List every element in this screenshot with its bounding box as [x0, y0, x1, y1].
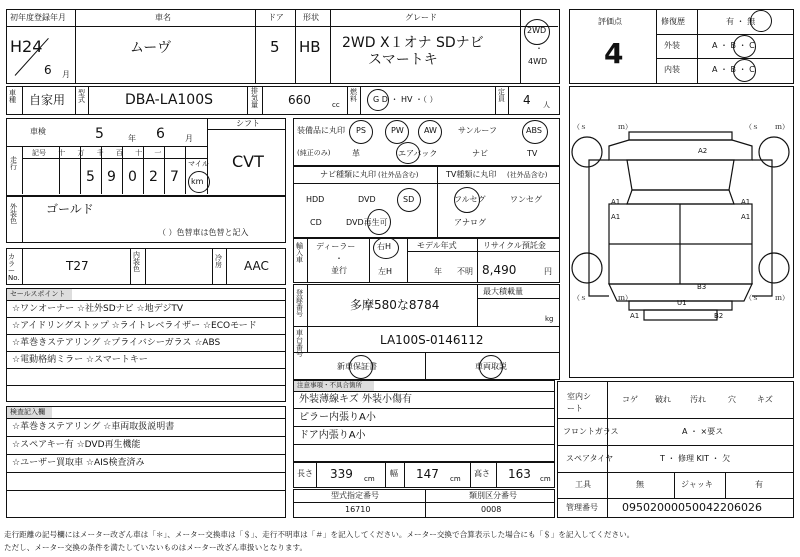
divider: [477, 298, 560, 299]
divider: [385, 462, 386, 488]
divider: [307, 284, 308, 352]
s-mark: （ｓ: [745, 294, 759, 302]
equip-aw: AW: [424, 126, 437, 135]
sheet-option: キズ: [757, 395, 773, 404]
inspector-label: 検査記入欄: [10, 408, 45, 416]
circle-mark: [750, 10, 772, 32]
divider: [316, 462, 317, 488]
equip-ps: PS: [356, 126, 366, 135]
model-year-unit: 年: [434, 267, 442, 276]
recycle-label: リサイクル預託金: [483, 241, 546, 250]
divider: [307, 238, 308, 283]
recycle-value: 8,490: [482, 263, 517, 277]
jack-value: 有: [755, 480, 763, 489]
divider: [674, 472, 675, 498]
divider: [22, 158, 207, 159]
navi-dvd: DVD: [358, 195, 376, 204]
divider: [88, 86, 89, 115]
mileage-digit: 2: [149, 169, 158, 185]
equip-pw: PW: [391, 126, 404, 135]
divider: [557, 498, 794, 499]
width-value: 147: [416, 467, 439, 481]
drive-dot: ・: [535, 44, 543, 53]
s-mark: ｍ）: [775, 294, 789, 302]
divider: [404, 462, 405, 488]
height-unit: cm: [540, 475, 551, 483]
shape-value: HB: [299, 38, 321, 56]
damage-label: A1: [611, 198, 621, 206]
divider: [557, 418, 794, 419]
divider: [164, 146, 165, 194]
damage-label: A1: [611, 213, 621, 221]
circle-mark: [367, 89, 389, 111]
max-load-label: 最大積載量: [483, 287, 523, 296]
divider: [407, 238, 408, 283]
divider: [697, 9, 698, 84]
sheet-option: 破れ: [655, 395, 671, 404]
glass-label: フロントガラス: [563, 427, 619, 436]
divider: [293, 391, 555, 392]
divider: [207, 118, 208, 146]
divider: [407, 251, 560, 252]
divider: [656, 34, 793, 35]
circle-mark: [522, 120, 548, 144]
divider: [293, 352, 560, 353]
mileage-digit: 0: [128, 169, 137, 185]
divider: [725, 472, 726, 498]
damage-label: A1: [741, 213, 751, 221]
divider: [6, 454, 286, 455]
sales-line: ☆革巻きステアリング ☆プライバシーガラス ☆ABS: [12, 338, 221, 348]
color-label: 外装色: [10, 203, 17, 225]
divider: [656, 9, 657, 84]
width-unit: cm: [450, 475, 461, 483]
car-name: ムーヴ: [130, 40, 172, 56]
year-value: H24: [10, 37, 43, 56]
divider: [369, 238, 370, 283]
divider: [520, 9, 521, 84]
divider: [295, 9, 296, 84]
row2-box: [6, 86, 560, 115]
divider: [6, 300, 286, 301]
tv-fullseg: フルセグ: [454, 195, 486, 204]
mileage-digit: 9: [107, 169, 116, 185]
model-label: 型式: [78, 89, 85, 104]
chassis-value: LA100S-0146112: [380, 333, 484, 347]
divider: [22, 248, 23, 285]
spare-label: スペアタイヤ: [566, 454, 614, 463]
spare-options: T ・ 修理 KIT ・ 欠: [660, 454, 731, 463]
interior-label: 内装: [664, 65, 680, 74]
circle-mark: [367, 209, 391, 235]
capacity-label: 定員: [498, 88, 505, 103]
repair-options: 有 ・ 無: [726, 17, 756, 26]
divider: [6, 317, 286, 318]
equipment-sub: (純正のみ): [297, 149, 331, 157]
color-code-label: カラーNo.: [8, 253, 20, 282]
designation-value: 16710: [345, 505, 371, 514]
sales-line: ☆ワンオーナー ☆社外SDナビ ☆地デジTV: [12, 304, 184, 314]
inspector-line: ☆ユーザー買取車 ☆AIS検査済み: [12, 458, 145, 468]
model-year-label: モデル年式: [417, 241, 457, 250]
navi-hdd: HDD: [306, 195, 325, 204]
divider: [6, 490, 286, 491]
inspection-month-unit: 月: [185, 134, 193, 143]
cc-unit: cc: [332, 101, 340, 109]
divider: [6, 385, 286, 386]
divider: [293, 326, 560, 327]
circle-mark: [733, 59, 756, 82]
divider: [477, 238, 478, 283]
month-value: 6: [44, 63, 52, 77]
color-note: （ ）色替車は色替と記入: [158, 228, 249, 237]
circle-mark: [385, 120, 409, 144]
circle-mark: [349, 120, 373, 144]
navi-sd: SD: [403, 195, 415, 204]
import-dot: ・: [335, 254, 343, 263]
tools-label: 工具: [575, 480, 591, 489]
divider: [22, 146, 23, 194]
jack-label: ジャッキ: [681, 480, 713, 489]
divider: [437, 166, 438, 238]
divider: [22, 196, 23, 243]
grade-label: グレード: [405, 13, 437, 22]
sales-label: セールスポイント: [10, 290, 66, 298]
year-label: 初年度登録年月: [10, 13, 66, 22]
divider: [6, 146, 208, 147]
exterior-options: A ・ B ・ C: [712, 41, 755, 50]
shape-label: 形状: [303, 13, 319, 22]
divider: [347, 86, 348, 115]
fuel-label: 燃料: [350, 88, 357, 103]
divider: [6, 418, 286, 419]
aircon-value: AAC: [244, 259, 269, 273]
damage-label: U1: [677, 299, 687, 307]
displacement-label: 排気量: [251, 87, 258, 109]
divider: [130, 248, 131, 285]
divider: [477, 284, 478, 326]
divider: [22, 86, 23, 115]
control-value: 0950200005004220​6026: [622, 501, 762, 514]
warranty-label: 新車保証書: [337, 362, 377, 371]
sheet-option: 汚れ: [690, 395, 706, 404]
mileage-digit: 7: [170, 169, 179, 185]
tv-sub: (社外品含む): [507, 171, 548, 179]
divider: [262, 86, 263, 115]
import-parallel: 並行: [331, 266, 347, 275]
import-dealer: ディーラー: [316, 242, 356, 251]
drive-4wd: 4WD: [528, 57, 548, 66]
color-value: ゴールド: [46, 202, 94, 216]
divider: [207, 129, 285, 130]
tv-analog: アナログ: [454, 218, 486, 227]
recycle-unit: 円: [544, 267, 552, 276]
displacement-value: 660: [288, 93, 311, 107]
notes-line: ドア内張りA小: [299, 430, 366, 441]
mileage-unit-mile: マイル: [188, 160, 209, 168]
divider: [293, 502, 555, 503]
circle-mark: [454, 187, 480, 213]
divider: [425, 489, 426, 518]
circle-mark: [733, 35, 756, 58]
shift-value: CVT: [232, 152, 264, 171]
divider: [293, 183, 560, 184]
navi-dvd-play: DVD再生可: [346, 218, 388, 227]
inspection-year: 5: [95, 126, 104, 142]
equip-abs: ABS: [526, 126, 542, 135]
interior-sheet-label: 室内シート: [567, 392, 591, 413]
divider: [656, 58, 793, 59]
divider: [6, 334, 286, 335]
color-code-value: T27: [66, 259, 89, 273]
s-mark: ｍ）: [618, 123, 632, 131]
s-mark: ｍ）: [775, 123, 789, 131]
divider: [226, 248, 227, 285]
grade-line2: スマートキ: [368, 52, 438, 68]
inspector-line: ☆スペアキー有 ☆DVD再生機能: [12, 440, 141, 450]
divider: [6, 436, 286, 437]
footer-line1: 走行距離の記号欄にはメーター改ざん車は「＊」、メーター交換車は「＄」、走行不明車は「＃」を記入してください。メーター交換で合算表示した場合にも「＄」を記入してください。: [4, 530, 635, 539]
divider: [557, 445, 794, 446]
equip-leather: 革: [352, 149, 360, 158]
divider: [185, 146, 186, 194]
s-mark: （ｓ: [573, 294, 587, 302]
divider: [557, 472, 794, 473]
damage-label: B2: [714, 312, 724, 320]
circle-mark: [418, 120, 442, 144]
manual-label: 車両取説: [475, 362, 507, 371]
door-value: 5: [270, 38, 280, 56]
equip-navi: ナビ: [472, 149, 488, 158]
handle-left: 左H: [378, 267, 393, 276]
tools-value: 無: [636, 480, 644, 489]
interior-color-label: 内装色: [133, 251, 140, 273]
tv-oneseg: ワンセグ: [510, 195, 542, 204]
height-label: 高さ: [474, 469, 490, 478]
class-label: 類別区分番号: [469, 491, 517, 500]
model-year-unknown: 不明: [457, 267, 473, 276]
divider: [330, 9, 331, 84]
divider: [293, 426, 555, 427]
length-value: 339: [330, 467, 353, 481]
divider: [75, 9, 76, 84]
shift-label: シフト: [236, 119, 260, 128]
drive-2wd: 2WD: [527, 26, 547, 35]
mileage-header: 記号 十 万 千 百 十 一: [32, 149, 162, 157]
divider: [360, 86, 361, 115]
door-label: ドア: [268, 13, 284, 22]
model-value: DBA-LA100S: [125, 92, 214, 108]
footer-line2: ただし、メーター交換の条件を満たしていないものはメーター改ざん車扱いとなります。: [4, 543, 308, 552]
divider: [293, 444, 555, 445]
length-unit: cm: [364, 475, 375, 483]
repair-label: 修復歴: [661, 17, 685, 26]
sales-line: ☆アイドリングストップ ☆ライトレベライザー ☆ECOモード: [12, 321, 257, 331]
interior-options: A ・ B ・ C: [712, 65, 755, 74]
equip-tv: TV: [527, 149, 538, 158]
inspection-month: 6: [156, 126, 165, 142]
circle-mark: [373, 237, 399, 259]
divider: [255, 9, 256, 84]
glass-options: A ・ ×要ス: [682, 427, 724, 436]
divider: [6, 472, 286, 473]
class-value: 0008: [481, 505, 502, 514]
divider: [6, 351, 286, 352]
sales-line: ☆電動格納ミラー ☆スマートキー: [12, 355, 148, 365]
navi-sub: (社外品含む): [378, 171, 419, 179]
width-label: 幅: [390, 469, 398, 478]
grade-line1: 2WD X１オナ SDナビ: [342, 35, 484, 51]
month-unit: 月: [62, 70, 70, 79]
circle-mark: [188, 171, 210, 193]
divider: [508, 86, 509, 115]
chassis-label: 車台番号: [296, 329, 303, 358]
registration-value: 多摩580な8784: [350, 298, 440, 312]
divider: [293, 408, 555, 409]
s-mark: （ｓ: [745, 123, 759, 131]
length-label: 長さ: [297, 469, 313, 478]
control-label: 管理番号: [566, 503, 598, 512]
notes-line: 外装薄線キズ 外装小傷有: [299, 394, 412, 405]
circle-mark: [349, 355, 373, 379]
divider: [6, 26, 558, 27]
navi-cd: CD: [310, 218, 322, 227]
notes-label: 注意事項・不具合箇所: [297, 381, 362, 389]
inspector-line: ☆革巻きステアリング ☆車両取扱説明書: [12, 422, 175, 432]
name-label: 車名: [155, 13, 171, 22]
mileage-digit: 5: [86, 169, 95, 185]
inspection-label: 車検: [30, 127, 46, 136]
sheet-option: 穴: [728, 395, 736, 404]
designation-label: 型式指定番号: [331, 491, 379, 500]
circle-mark: [524, 19, 550, 45]
damage-label: A1: [741, 198, 751, 206]
divider: [425, 352, 426, 380]
registration-label: 登録番号: [296, 289, 303, 318]
equip-sunroof: サンルーフ: [458, 126, 497, 135]
navi-label: ナビ種類に丸印: [320, 170, 376, 179]
score-label: 評価点: [598, 17, 622, 26]
aircon-label: 冷房: [215, 254, 222, 269]
max-load-unit: kg: [545, 315, 554, 323]
inspection-year-unit: 年: [128, 134, 136, 143]
s-mark: ｍ）: [618, 294, 632, 302]
capacity-unit: 人: [543, 101, 550, 109]
circle-mark: [397, 188, 421, 212]
sheet-option: コゲ: [622, 395, 638, 404]
usage-value: 自家用: [29, 93, 66, 107]
circle-mark: [479, 355, 503, 379]
import-label: 輸入車: [296, 242, 303, 264]
equipment-label: 装備品に丸印: [297, 126, 345, 135]
circle-mark: [396, 142, 420, 164]
divider: [145, 248, 146, 285]
divider: [470, 462, 471, 488]
damage-label: A1: [630, 312, 640, 320]
tv-label: TV種類に丸印: [446, 170, 497, 179]
mileage-unit-km: km: [191, 177, 204, 186]
damage-label: B3: [697, 283, 707, 291]
damage-label: A2: [698, 147, 708, 155]
exterior-label: 外装: [664, 41, 680, 50]
height-value: 163: [508, 467, 531, 481]
capacity-value: 4: [523, 93, 531, 107]
fuel-options: G D ・ HV ・（ ）: [373, 95, 438, 104]
handle-right: 右H: [377, 242, 392, 251]
divider: [75, 86, 76, 115]
divider: [495, 86, 496, 115]
divider: [496, 462, 497, 488]
notes-line: ピラー内張りA小: [299, 412, 376, 423]
divider: [247, 86, 248, 115]
divider: [212, 248, 213, 285]
score-value: 4: [604, 37, 624, 70]
divider: [6, 368, 286, 369]
mileage-label: 走行: [10, 156, 17, 171]
s-mark: （ｓ: [573, 123, 587, 131]
equip-airbag: エアバック: [398, 149, 438, 158]
usage-label: 車種: [9, 89, 16, 104]
